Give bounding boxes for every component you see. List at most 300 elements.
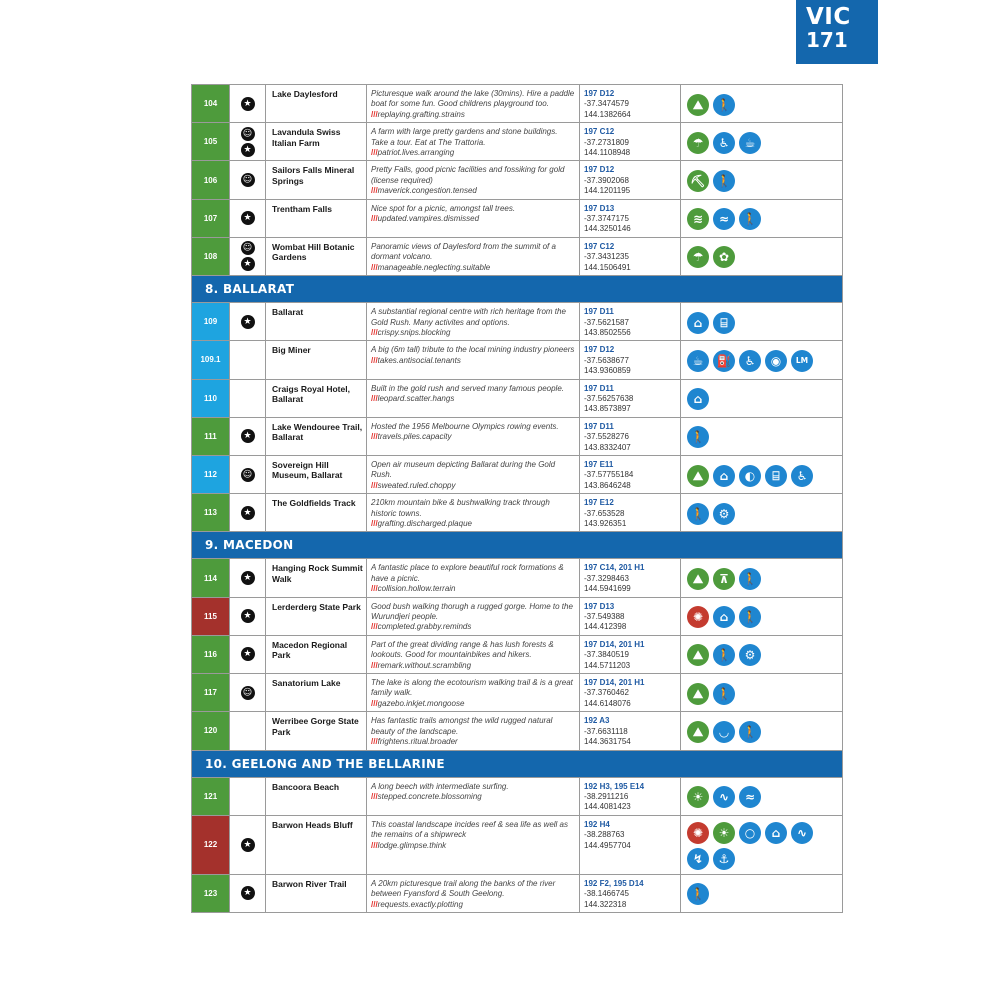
table-row[interactable] xyxy=(192,418,842,456)
latitude: -37.3760462 xyxy=(584,688,629,698)
what3words-prefix: /// xyxy=(371,622,378,632)
what3words-address[interactable] xyxy=(371,356,575,366)
activity-icons xyxy=(680,380,842,417)
activity-icons xyxy=(680,494,842,531)
star-badge-icon: ★ xyxy=(241,506,255,520)
latitude: -37.2731809 xyxy=(584,137,629,147)
rating-cell xyxy=(229,85,265,122)
map-reference: 197 D13 xyxy=(584,203,615,213)
what3words-address[interactable] xyxy=(371,622,575,632)
site-name: Werribee Gorge State Park xyxy=(265,712,366,749)
hiking-icon: 🚶 xyxy=(713,170,735,192)
star-badge-icon: ★ xyxy=(241,571,255,585)
site-description xyxy=(366,123,579,160)
smile-badge-icon: ☺ xyxy=(241,686,255,700)
what3words-prefix: /// xyxy=(371,148,378,158)
walking-icon: ⛰ xyxy=(687,568,709,590)
map-reference: 192 A3 xyxy=(584,716,610,726)
section-header: 10. GEELONG AND THE BELLARINE xyxy=(192,751,842,778)
what3words-text: gazebo.inkjet.mongoose xyxy=(377,698,465,708)
star-badge-icon: ★ xyxy=(241,97,255,111)
activity-icons xyxy=(680,674,842,711)
table-row[interactable] xyxy=(192,161,842,199)
longitude: 144.412398 xyxy=(584,622,627,632)
table-row[interactable] xyxy=(192,200,842,238)
picnic-icon: ☂ xyxy=(687,132,709,154)
latitude: -37.3840519 xyxy=(584,650,629,660)
table-row[interactable] xyxy=(192,85,842,123)
what3words-address[interactable] xyxy=(371,737,575,747)
table-row[interactable] xyxy=(192,238,842,276)
site-name: Bancoora Beach xyxy=(265,778,366,815)
latitude: -37.56257638 xyxy=(584,393,634,403)
garden-icon: ✿ xyxy=(713,246,735,268)
what3words-address[interactable] xyxy=(371,584,575,594)
map-location xyxy=(579,636,680,673)
hiking-icon: 🚶 xyxy=(739,606,761,628)
map-location xyxy=(579,85,680,122)
map-location xyxy=(579,494,680,531)
longitude: 144.5941699 xyxy=(584,584,631,594)
kayak-icon: ◡ xyxy=(713,721,735,743)
what3words-text: maverick.congestion.tensed xyxy=(377,186,477,196)
site-number: 114 xyxy=(192,559,229,596)
description-text: Pretty Falls, good picnic facilities and fossiking for gold (license required) xyxy=(371,165,565,185)
star-badge-icon: ★ xyxy=(241,647,255,661)
what3words-address[interactable] xyxy=(371,432,575,442)
what3words-text: remark.without.scrambling xyxy=(377,660,472,670)
map-location xyxy=(579,123,680,160)
toilets-icon: ♿ xyxy=(791,465,813,487)
description-text: A substantial regional centre with rich heritage from the Gold Rush. Many activites and options. xyxy=(371,307,566,327)
what3words-text: crispy.snips.blocking xyxy=(377,327,451,337)
activity-icons xyxy=(680,341,842,378)
latitude: -37.6631118 xyxy=(584,726,628,736)
site-description xyxy=(366,380,579,417)
description-text: Nice spot for a picnic, amongst tall trees. xyxy=(371,203,516,213)
site-number: 116 xyxy=(192,636,229,673)
site-name: Hanging Rock Summit Walk xyxy=(265,559,366,596)
town-icon: ⌂ xyxy=(765,822,787,844)
rating-cell xyxy=(229,875,265,912)
toilets-icon: ♿ xyxy=(739,350,761,372)
beach-icon: ☀ xyxy=(687,786,709,808)
longitude: 143.8646248 xyxy=(584,480,631,490)
what3words-prefix: /// xyxy=(371,698,378,708)
site-number: 113 xyxy=(192,494,229,531)
walking-icon: ⛰ xyxy=(687,683,709,705)
map-location xyxy=(579,380,680,417)
site-number: 108 xyxy=(192,238,229,275)
table-row[interactable] xyxy=(192,341,842,379)
hiking-icon: 🚶 xyxy=(687,426,709,448)
activity-icons xyxy=(680,123,842,160)
what3words-prefix: /// xyxy=(371,791,378,801)
what3words-text: leopard.scatter.hangs xyxy=(377,393,455,403)
rating-cell xyxy=(229,712,265,749)
longitude: 144.5711203 xyxy=(584,660,631,670)
longitude: 144.6148076 xyxy=(584,698,631,708)
map-reference: 192 F2, 195 D14 xyxy=(584,878,644,888)
description-text: A fantastic place to explore beautiful rock formations & have a picnic. xyxy=(371,563,564,583)
site-description xyxy=(366,816,579,874)
site-name: Barwon River Trail xyxy=(265,875,366,912)
description-text: A big (6m tall) tribute to the local mining industry pioneers xyxy=(371,345,575,355)
site-name: Lavandula Swiss Italian Farm xyxy=(265,123,366,160)
what3words-text: frightens.ritual.broader xyxy=(377,737,458,747)
star-badge-icon: ★ xyxy=(241,143,255,157)
what3words-prefix: /// xyxy=(371,840,378,850)
longitude: 144.3250146 xyxy=(584,224,631,234)
what3words-prefix: /// xyxy=(371,432,378,442)
description-text: Hosted the 1956 Melbourne Olympics rowing events. xyxy=(371,421,559,431)
surfing-icon: ∿ xyxy=(791,822,813,844)
description-text: 210km mountain bike & bushwalking track through historic towns. xyxy=(371,498,550,518)
what3words-address[interactable] xyxy=(371,481,575,491)
latitude: -37.3747175 xyxy=(584,214,629,224)
site-number: 107 xyxy=(192,200,229,237)
table-row[interactable] xyxy=(192,380,842,418)
table-row[interactable] xyxy=(192,303,842,341)
longitude: 143.926351 xyxy=(584,519,627,528)
table-row[interactable] xyxy=(192,778,842,816)
rating-cell xyxy=(229,200,265,237)
table-row[interactable] xyxy=(192,456,842,494)
rating-cell xyxy=(229,674,265,711)
site-number: 109 xyxy=(192,303,229,340)
star-badge-icon: ★ xyxy=(241,211,255,225)
site-name: Sailors Falls Mineral Springs xyxy=(265,161,366,198)
latitude: -37.5638677 xyxy=(584,355,629,365)
activity-icons xyxy=(680,85,842,122)
what3words-text: lodge.glimpse.think xyxy=(377,840,447,850)
what3words-address[interactable] xyxy=(371,792,575,802)
cafe-icon: ☕ xyxy=(739,132,761,154)
activity-icons xyxy=(680,238,842,275)
smile-badge-icon: ☺ xyxy=(241,468,255,482)
latitude: -37.5528276 xyxy=(584,432,629,442)
what3words-address[interactable] xyxy=(371,186,575,196)
cycling-icon: ⚙ xyxy=(713,503,735,525)
state-label: VIC xyxy=(806,4,851,30)
table-row[interactable] xyxy=(192,875,842,913)
activity-icons xyxy=(680,778,842,815)
site-description xyxy=(366,674,579,711)
map-reference: 197 D12 xyxy=(584,345,615,355)
description-text: Panoramic views of Daylesford from the summit of a dormant volcano. xyxy=(371,241,556,262)
what3words-address[interactable] xyxy=(371,900,575,910)
longitude: 144.1108948 xyxy=(584,148,631,158)
aboriginal-culture-icon: ✺ xyxy=(687,606,709,628)
swimming-icon: ≈ xyxy=(713,208,735,230)
snorkelling-icon: ○ xyxy=(739,822,761,844)
table-row[interactable] xyxy=(192,816,842,875)
map-location xyxy=(579,816,680,874)
page-number: 171 xyxy=(806,28,848,52)
rating-cell xyxy=(229,341,265,378)
longitude: 144.322318 xyxy=(584,899,627,909)
table-row[interactable] xyxy=(192,636,842,674)
site-description xyxy=(366,559,579,596)
star-badge-icon: ★ xyxy=(241,886,255,900)
map-reference: 197 D13 xyxy=(584,601,615,611)
rating-cell xyxy=(229,238,265,275)
longitude: 143.8502556 xyxy=(584,327,631,337)
table-row[interactable] xyxy=(192,712,842,750)
landmark-icon: LM xyxy=(791,350,813,372)
town-icon: ⌂ xyxy=(687,388,709,410)
aboriginal-culture-icon: ✺ xyxy=(687,822,709,844)
site-description xyxy=(366,161,579,198)
fuel-icon: ⛽ xyxy=(713,350,735,372)
what3words-address[interactable] xyxy=(371,148,575,158)
what3words-address[interactable] xyxy=(371,699,575,709)
description-text: A farm with large pretty gardens and stone buildings. Take a tour. Eat at The Trattoria. xyxy=(371,127,558,147)
map-location xyxy=(579,778,680,815)
what3words-address[interactable] xyxy=(371,328,575,338)
what3words-address[interactable] xyxy=(371,214,575,224)
table-row[interactable] xyxy=(192,598,842,636)
cafe-icon: ☕ xyxy=(687,350,709,372)
what3words-prefix: /// xyxy=(371,899,378,909)
site-name: The Goldfields Track xyxy=(265,494,366,531)
site-description xyxy=(366,418,579,455)
star-badge-icon: ★ xyxy=(241,609,255,623)
latitude: -38.1466745 xyxy=(584,889,629,899)
map-reference: 197 D12 xyxy=(584,165,615,175)
description-text: Open air museum depicting Ballarat during the Gold Rush. xyxy=(371,459,556,480)
map-reference: 197 D11 xyxy=(584,421,614,431)
table-row[interactable] xyxy=(192,123,842,161)
anchor-icon: ⚓ xyxy=(713,848,735,870)
fossicking-icon: ⛏ xyxy=(687,170,709,192)
what3words-text: updated.vampires.dismissed xyxy=(377,214,480,224)
activity-icons xyxy=(680,418,842,455)
activity-icons xyxy=(680,875,842,912)
what3words-address[interactable] xyxy=(371,110,575,120)
map-reference: 197 C14, 201 H1 xyxy=(584,563,645,573)
gold-pan-icon: ◐ xyxy=(739,465,761,487)
what3words-address[interactable] xyxy=(371,394,575,404)
map-reference: 197 D14, 201 H1 xyxy=(584,678,645,688)
longitude: 144.1201195 xyxy=(584,186,631,196)
toilets-icon: ♿ xyxy=(713,132,735,154)
site-number: 112 xyxy=(192,456,229,493)
map-location xyxy=(579,456,680,493)
what3words-prefix: /// xyxy=(371,109,378,119)
what3words-prefix: /// xyxy=(371,584,378,594)
map-location xyxy=(579,200,680,237)
longitude: 144.3631754 xyxy=(584,737,631,747)
latitude: -37.3474579 xyxy=(584,99,629,109)
page-tab xyxy=(796,0,878,64)
latitude: -37.549388 xyxy=(584,612,625,622)
site-number: 105 xyxy=(192,123,229,160)
hiking-icon: 🚶 xyxy=(687,503,709,525)
site-number: 104 xyxy=(192,85,229,122)
site-number: 111 xyxy=(192,418,229,455)
site-number: 115 xyxy=(192,598,229,635)
activity-icons xyxy=(680,161,842,198)
smile-badge-icon: ☺ xyxy=(241,127,255,141)
smile-badge-icon: ☺ xyxy=(241,241,255,255)
site-number: 109.1 xyxy=(192,341,229,378)
what3words-prefix: /// xyxy=(371,262,378,272)
hiking-icon: 🚶 xyxy=(713,644,735,666)
site-description xyxy=(366,712,579,749)
site-description xyxy=(366,494,579,531)
description-text: A long beech with intermediate surfing. xyxy=(371,781,509,791)
site-description xyxy=(366,200,579,237)
rating-cell xyxy=(229,161,265,198)
rating-cell xyxy=(229,598,265,635)
rating-cell xyxy=(229,559,265,596)
what3words-address[interactable] xyxy=(371,661,575,671)
what3words-text: takes.antisocial.tenants xyxy=(377,355,461,365)
map-reference: 192 H3, 195 E14 xyxy=(584,781,645,791)
museum-icon: ⌸ xyxy=(765,465,787,487)
site-description xyxy=(366,598,579,635)
description-text: Good bush walking thorugh a rugged gorge. Home to the Wurundjeri people. xyxy=(371,601,573,622)
what3words-prefix: /// xyxy=(371,737,378,747)
what3words-prefix: /// xyxy=(371,660,378,670)
town-icon: ⌂ xyxy=(687,312,709,334)
latitude: -37.57755184 xyxy=(584,470,634,480)
what3words-text: sweated.ruled.choppy xyxy=(377,480,456,490)
hiking-icon: 🚶 xyxy=(739,208,761,230)
site-name: Barwon Heads Bluff xyxy=(265,816,366,874)
what3words-text: manageable.neglecting.suitable xyxy=(377,262,491,272)
hiking-icon: 🚶 xyxy=(687,883,709,905)
site-name: Trentham Falls xyxy=(265,200,366,237)
picnic-icon: ☂ xyxy=(687,246,709,268)
description-text: This coastal landscape incides reef & sea life as well as the remains of a shipwreck xyxy=(371,819,568,840)
hiking-icon: 🚶 xyxy=(739,568,761,590)
rating-cell xyxy=(229,380,265,417)
hiking-icon: 🚶 xyxy=(713,683,735,705)
town-icon: ⌂ xyxy=(713,606,735,628)
section-header: 8. BALLARAT xyxy=(192,276,842,303)
site-name: Wombat Hill Botanic Gardens xyxy=(265,238,366,275)
what3words-address[interactable] xyxy=(371,519,575,529)
site-name: Macedon Regional Park xyxy=(265,636,366,673)
longitude: 144.1506491 xyxy=(584,262,631,272)
what3words-text: grafting.discharged.plaque xyxy=(377,519,472,528)
town-icon: ⌂ xyxy=(713,465,735,487)
rating-cell xyxy=(229,636,265,673)
site-number: 110 xyxy=(192,380,229,417)
site-name: Ballarat xyxy=(265,303,366,340)
table-row[interactable] xyxy=(192,559,842,597)
site-name: Sovereign Hill Museum, Ballarat xyxy=(265,456,366,493)
rating-cell xyxy=(229,778,265,815)
latitude: -38.288763 xyxy=(584,830,625,840)
what3words-address[interactable] xyxy=(371,263,575,273)
what3words-prefix: /// xyxy=(371,186,378,196)
site-description xyxy=(366,85,579,122)
activity-icons xyxy=(680,456,842,493)
what3words-text: requests.exactly.plotting xyxy=(377,899,463,909)
activity-icons xyxy=(680,303,842,340)
site-name: Craigs Royal Hotel, Ballarat xyxy=(265,380,366,417)
longitude: 143.8332407 xyxy=(584,442,631,452)
longitude: 144.4081423 xyxy=(584,802,631,812)
attractions-table xyxy=(191,84,843,913)
description-text: The lake is along the ecotourism walking trail & is a great family walk. xyxy=(371,678,573,698)
map-location xyxy=(579,341,680,378)
site-description xyxy=(366,238,579,275)
site-number: 120 xyxy=(192,712,229,749)
museum-icon: ⌸ xyxy=(713,312,735,334)
longitude: 144.1382664 xyxy=(584,109,631,119)
site-name: Lake Daylesford xyxy=(265,85,366,122)
latitude: -37.5621587 xyxy=(584,317,629,327)
section-header: 9. MACEDON xyxy=(192,532,842,559)
walking-icon: ⛰ xyxy=(687,644,709,666)
what3words-text: stepped.concrete.blossoming xyxy=(377,791,482,801)
site-number: 123 xyxy=(192,875,229,912)
map-reference: 197 D11 xyxy=(584,383,614,393)
what3words-address[interactable] xyxy=(371,841,575,851)
site-number: 117 xyxy=(192,674,229,711)
longitude: 143.9360859 xyxy=(584,366,631,376)
activity-icons xyxy=(680,559,842,596)
table-row[interactable] xyxy=(192,494,842,532)
site-description xyxy=(366,875,579,912)
map-location xyxy=(579,161,680,198)
map-location xyxy=(579,559,680,596)
beach-icon: ☀ xyxy=(713,822,735,844)
latitude: -37.3431235 xyxy=(584,252,629,262)
site-name: Lerderderg State Park xyxy=(265,598,366,635)
table-row[interactable] xyxy=(192,674,842,712)
site-name: Lake Wendouree Trail, Ballarat xyxy=(265,418,366,455)
site-number: 122 xyxy=(192,816,229,874)
smile-badge-icon: ☺ xyxy=(241,173,255,187)
site-number: 121 xyxy=(192,778,229,815)
description-text: Has fantastic trails amongst the wild rugged natural beauty of the landscape. xyxy=(371,716,553,736)
what3words-text: replaying.grafting.strains xyxy=(377,109,465,119)
activity-icons xyxy=(680,712,842,749)
activity-icons xyxy=(680,816,842,874)
map-location xyxy=(579,712,680,749)
longitude: 143.8573897 xyxy=(584,404,631,414)
site-description xyxy=(366,303,579,340)
site-description xyxy=(366,341,579,378)
what3words-text: travels.piles.capacity xyxy=(377,432,452,442)
activity-icons xyxy=(680,200,842,237)
rating-cell xyxy=(229,123,265,160)
site-name: Sanatorium Lake xyxy=(265,674,366,711)
star-badge-icon: ★ xyxy=(241,257,255,271)
description-text: Part of the great dividing range & has lush forests & lookouts. Good for mountainbikes and hikers. xyxy=(371,639,554,660)
rating-cell xyxy=(229,494,265,531)
star-badge-icon: ★ xyxy=(241,429,255,443)
site-description xyxy=(366,778,579,815)
map-location xyxy=(579,238,680,275)
surfing-icon: ∿ xyxy=(713,786,735,808)
what3words-prefix: /// xyxy=(371,393,378,403)
picnic-table-icon: ⊼ xyxy=(713,568,735,590)
activity-icons xyxy=(680,598,842,635)
site-number: 106 xyxy=(192,161,229,198)
what3words-prefix: /// xyxy=(371,214,378,224)
map-location xyxy=(579,875,680,912)
what3words-text: patriot.lives.arranging xyxy=(377,148,455,158)
map-location xyxy=(579,303,680,340)
walking-icon: ⛰ xyxy=(687,465,709,487)
walking-icon: ⛰ xyxy=(687,721,709,743)
